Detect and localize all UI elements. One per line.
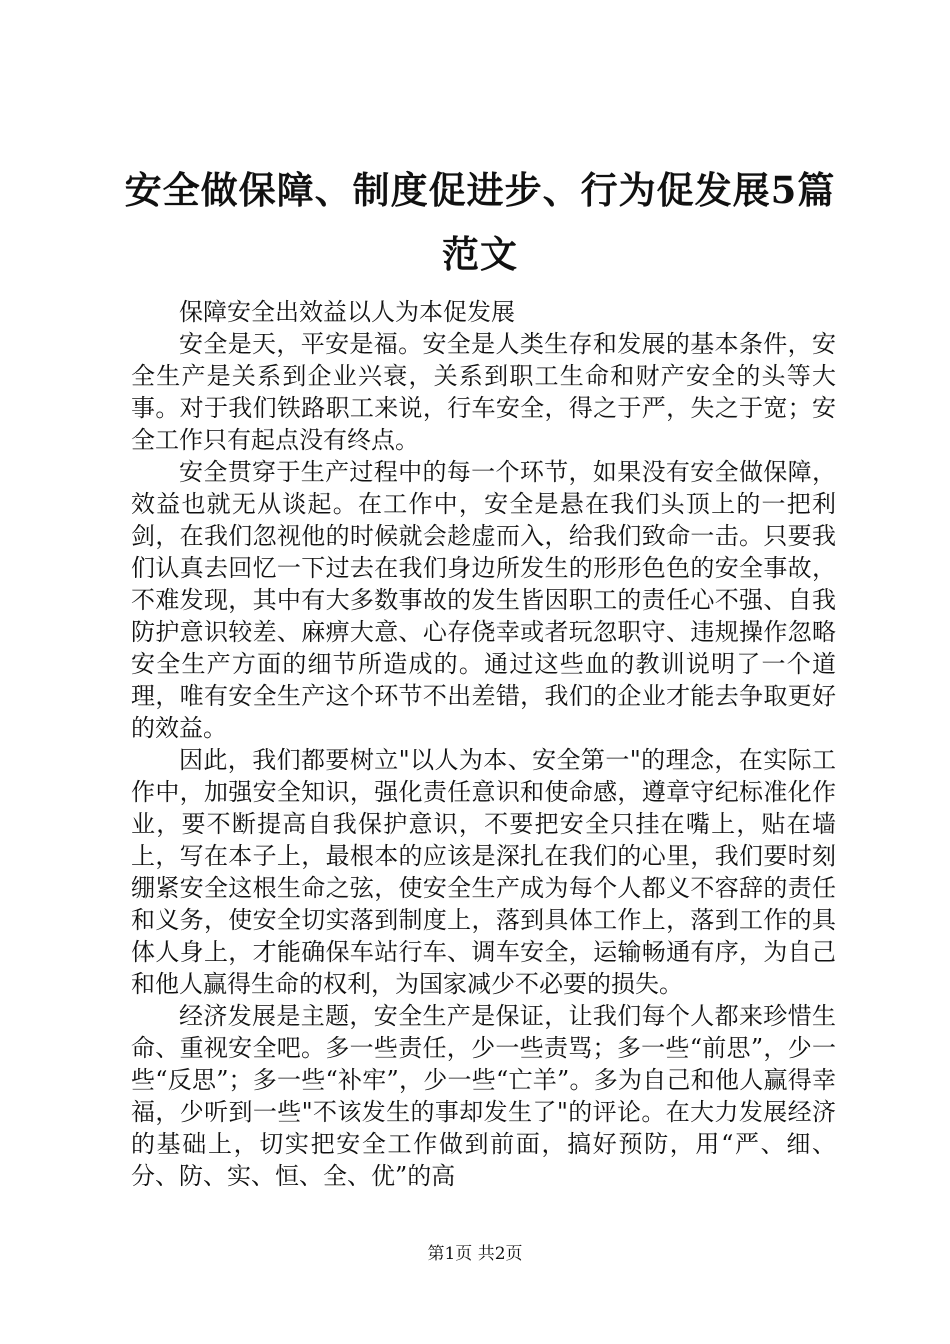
page-number-footer: 第1页 共2页 bbox=[427, 1244, 523, 1264]
document-title: 安全做保障、制度促进步、行为促发展5篇范文 bbox=[124, 168, 836, 276]
body-paragraph: 安全是天，平安是福。安全是人类生存和发展的基本条件，安全生产是关系到企业兴衰，关系到职工生命和财产安全的头等大事。对于我们铁路职工来说，行车安全，得之于严，失之于宽；安全工作只有起点没有终点。 bbox=[131, 330, 836, 454]
subtitle-paragraph: 保障安全出效益以人为本促发展 bbox=[179, 298, 515, 326]
body-paragraph: 因此，我们都要树立"以人为本、安全第一"的理念，在实际工作中，加强安全知识，强化责任意识和使命感，遵章守纪标准化作业，要不断提高自我保护意识，不要把安全只挂在嘴上，贴在墙上，写在本子上，最根本的应该是深扎在我们的心里，我们要时刻绷紧安全这根生命之弦，使安全生产成为每个人都义不容辞的责任和义务，使安全切实落到制度上，落到具体工作上，落到工作的具体人身上，才能确保车站行车、调车安全，运输畅通有序，为自己和他人赢得生命的权利，为国家减少不必要的损失。 bbox=[131, 746, 836, 998]
body-paragraph: 安全贯穿于生产过程中的每一个环节，如果没有安全做保障，效益也就无从谈起。在工作中，安全是悬在我们头顶上的一把利剑，在我们忽视他的时候就会趁虚而入，给我们致命一击。只要我们认真去回忆一下过去在我们身边所发生的形形色色的安全事故，不难发现，其中有大多数事故的发生皆因职工的责任心不强、自我防护意识较差、麻痹大意、心存侥幸或者玩忽职守、违规操作忽略安全生产方面的细节所造成的。通过这些血的教训说明了一个道理，唯有安全生产这个环节不出差错，我们的企业才能去争取更好的效益。 bbox=[131, 458, 836, 742]
body-paragraph: 经济发展是主题，安全生产是保证，让我们每个人都来珍惜生命、重视安全吧。多一些责任，少一些责骂；多一些“前思”，少一些“反思”；多一些“补牢”，少一些“亡羊”。多为自己和他人赢得幸福，少听到一些"不该发生的事却发生了"的评论。在大力发展经济的基础上，切实把安全工作做到前面，搞好预防，用“严、细、分、防、实、恒、全、优”的高 bbox=[131, 1002, 836, 1190]
document-body bbox=[131, 296, 836, 1192]
